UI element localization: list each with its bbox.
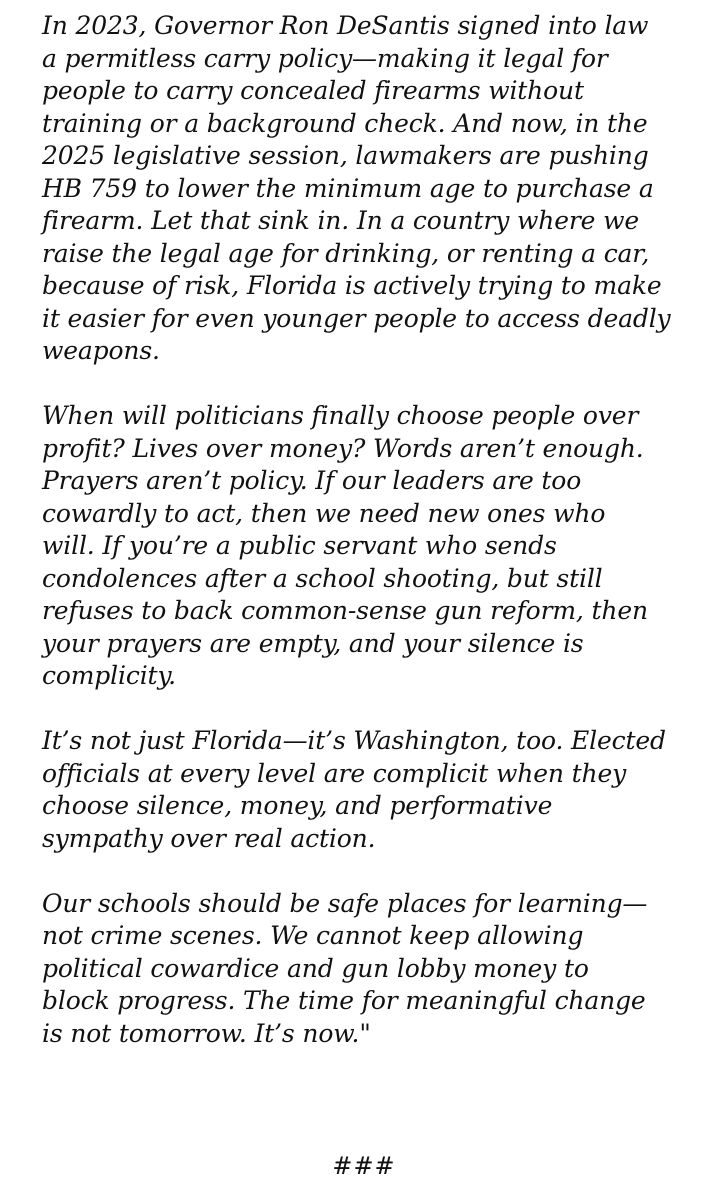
paragraph-washington <box>42 725 728 855</box>
text-line: not crime scenes. We cannot keep allowing <box>42 921 584 950</box>
text-line: sympathy over real action. <box>42 823 376 853</box>
text-line: will. If you’re a public servant who sends <box>42 531 557 560</box>
text-line: because of risk, Florida is actively trying to make <box>42 271 662 300</box>
paragraph-permitless-carry <box>42 10 728 368</box>
text-line: condolences after a school shooting, but still <box>42 563 603 593</box>
text-line: In 2023, Governor Ron DeSantis signed into law <box>42 11 649 40</box>
paragraph-spacer <box>42 855 728 888</box>
text-line: profit? Lives over money? Words aren’t enough. <box>42 433 644 463</box>
text-line: it easier for even younger people to access deadly <box>42 303 671 333</box>
paragraph-spacer <box>42 693 728 726</box>
text-line: is not tomorrow. It’s now." <box>42 1018 371 1048</box>
text-line: officials at every level are complicit when they <box>42 758 627 788</box>
text-line: training or a background check. And now, in the <box>42 108 648 138</box>
text-line: choose silence, money, and performative <box>42 791 553 820</box>
text-line: raise the legal age for drinking, or renting a car, <box>42 238 650 268</box>
text-line: your prayers are empty, and your silence is <box>42 628 584 658</box>
text-line: block progress. The time for meaningful change <box>42 986 646 1015</box>
text-line: 2025 legislative session, lawmakers are pushing <box>42 141 649 170</box>
paragraph-safe-schools <box>42 888 728 1051</box>
text-line: It’s not just Florida—it’s Washington, too. Elected <box>42 726 666 755</box>
text-line: cowardly to act, then we need new ones who <box>42 498 606 528</box>
paragraph-spacer <box>42 368 728 401</box>
text-line: firearm. Let that sink in. In a country where we <box>42 206 639 235</box>
text-line: Prayers aren’t policy. If our leaders are too <box>42 466 582 495</box>
text-line: political cowardice and gun lobby money to <box>42 953 589 983</box>
press-release-body <box>42 10 728 1050</box>
text-line: people to carry concealed firearms without <box>42 76 584 105</box>
text-line: Our schools should be safe places for learning— <box>42 888 648 918</box>
paragraph-people-over-profit <box>42 400 728 693</box>
text-line: refuses to back common-sense gun reform, then <box>42 596 648 625</box>
text-line: weapons. <box>42 336 160 365</box>
text-line: HB 759 to lower the minimum age to purchase a <box>42 173 654 203</box>
end-of-release-mark: ### <box>332 1152 396 1180</box>
text-line: complicity. <box>42 661 176 690</box>
text-line: a permitless carry policy—making it legal for <box>42 43 608 73</box>
text-line: When will politicians finally choose people over <box>42 401 639 430</box>
